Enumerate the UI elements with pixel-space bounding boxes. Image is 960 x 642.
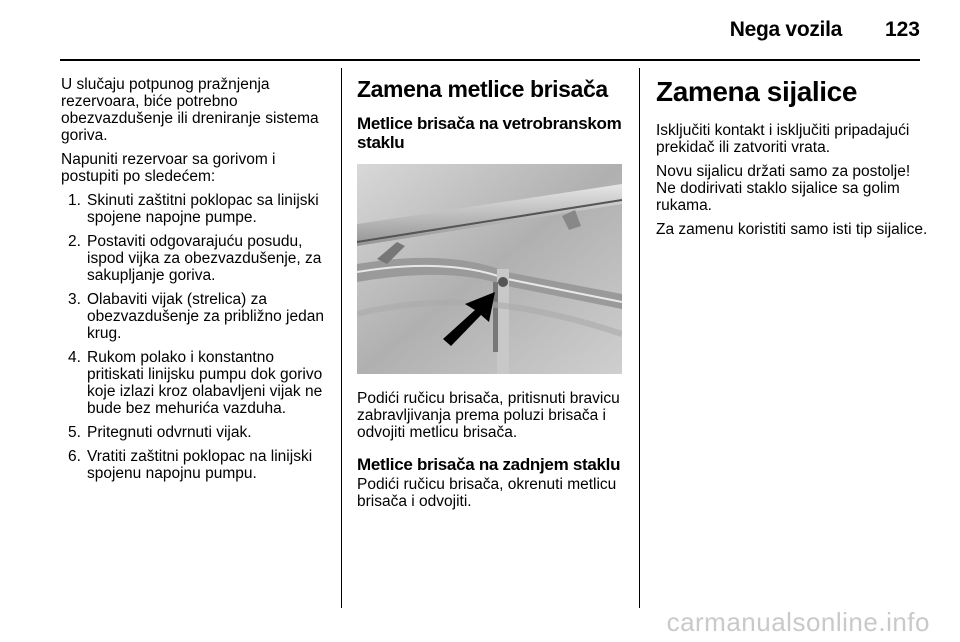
section-heading: Zamena metlice brisača (357, 76, 608, 102)
step-number: 2. (68, 233, 81, 250)
step-text: Skinuti zaštitni poklopac sa linijski spojene napojne pumpe. (87, 192, 319, 226)
column-left (61, 76, 333, 489)
list-item (61, 291, 333, 342)
list-item (61, 448, 333, 482)
instruction-paragraph: Podići ručicu brisača, okrenuti metlicu brisača i odvojiti. (357, 476, 617, 510)
page-title: Nega vozila (729, 18, 842, 41)
column-divider-2 (639, 68, 640, 608)
warning-paragraph: Novu sijalicu držati samo za postolje! Ne dodirivati staklo sijalice sa golim rukama. (656, 163, 911, 214)
section-heading: Zamena sijalice (656, 76, 858, 107)
step-number: 1. (68, 192, 81, 209)
list-item (61, 424, 333, 441)
intro-paragraph: U slučaju potpunog pražnjenja rezervoara, biće potrebno obezvazdušenje ili dreniranje sistema goriva. (61, 76, 319, 144)
instruction-paragraph: Isključiti kontakt i isključiti pripadajući prekidač ili zatvoriti vrata. (656, 122, 910, 156)
list-item (61, 349, 333, 417)
watermark: carmanualsonline.info (666, 607, 930, 637)
wiper-blade-illustration (357, 164, 622, 374)
step-number: 4. (68, 349, 81, 366)
step-number: 5. (68, 424, 81, 441)
list-item (61, 192, 333, 226)
steps-list (61, 192, 333, 482)
subsection-heading: Metlice brisača na vetrobranskom staklu (357, 114, 622, 152)
instruction-paragraph: Za zamenu koristiti samo isti tip sijalice. (656, 221, 928, 238)
subsection-heading: Metlice brisača na zadnjem staklu (357, 455, 621, 474)
step-number: 6. (68, 448, 81, 465)
step-text: Pritegnuti odvrnuti vijak. (87, 424, 252, 441)
column-middle (357, 76, 627, 517)
instruction-paragraph: Podići ručicu brisača, pritisnuti bravicu zabravljivanja prema poluzi brisača i odvojiti metlicu brisača. (357, 390, 620, 441)
instruction-paragraph: Napuniti rezervoar sa gorivom i postupiti po sledećem: (61, 151, 276, 185)
header-divider (60, 59, 920, 61)
step-text: Olabaviti vijak (strelica) za obezvazdušenje za približno jedan krug. (87, 291, 324, 342)
step-text: Postaviti odgovarajuću posudu, ispod vijka za obezvazdušenje, za sakupljanje goriva. (87, 233, 322, 284)
list-item (61, 233, 333, 284)
column-right (656, 76, 928, 245)
step-text: Vratiti zaštitni poklopac na linijski spojenu napojnu pumpu. (87, 448, 313, 482)
column-divider-1 (341, 68, 342, 608)
page-number: 123 (884, 18, 920, 41)
step-number: 3. (68, 291, 81, 308)
step-text: Rukom polako i konstantno pritiskati linijsku pumpu dok gorivo koje izlazi kroz olabavljeni vijak ne bude bez mehurića vazduha. (87, 349, 323, 417)
